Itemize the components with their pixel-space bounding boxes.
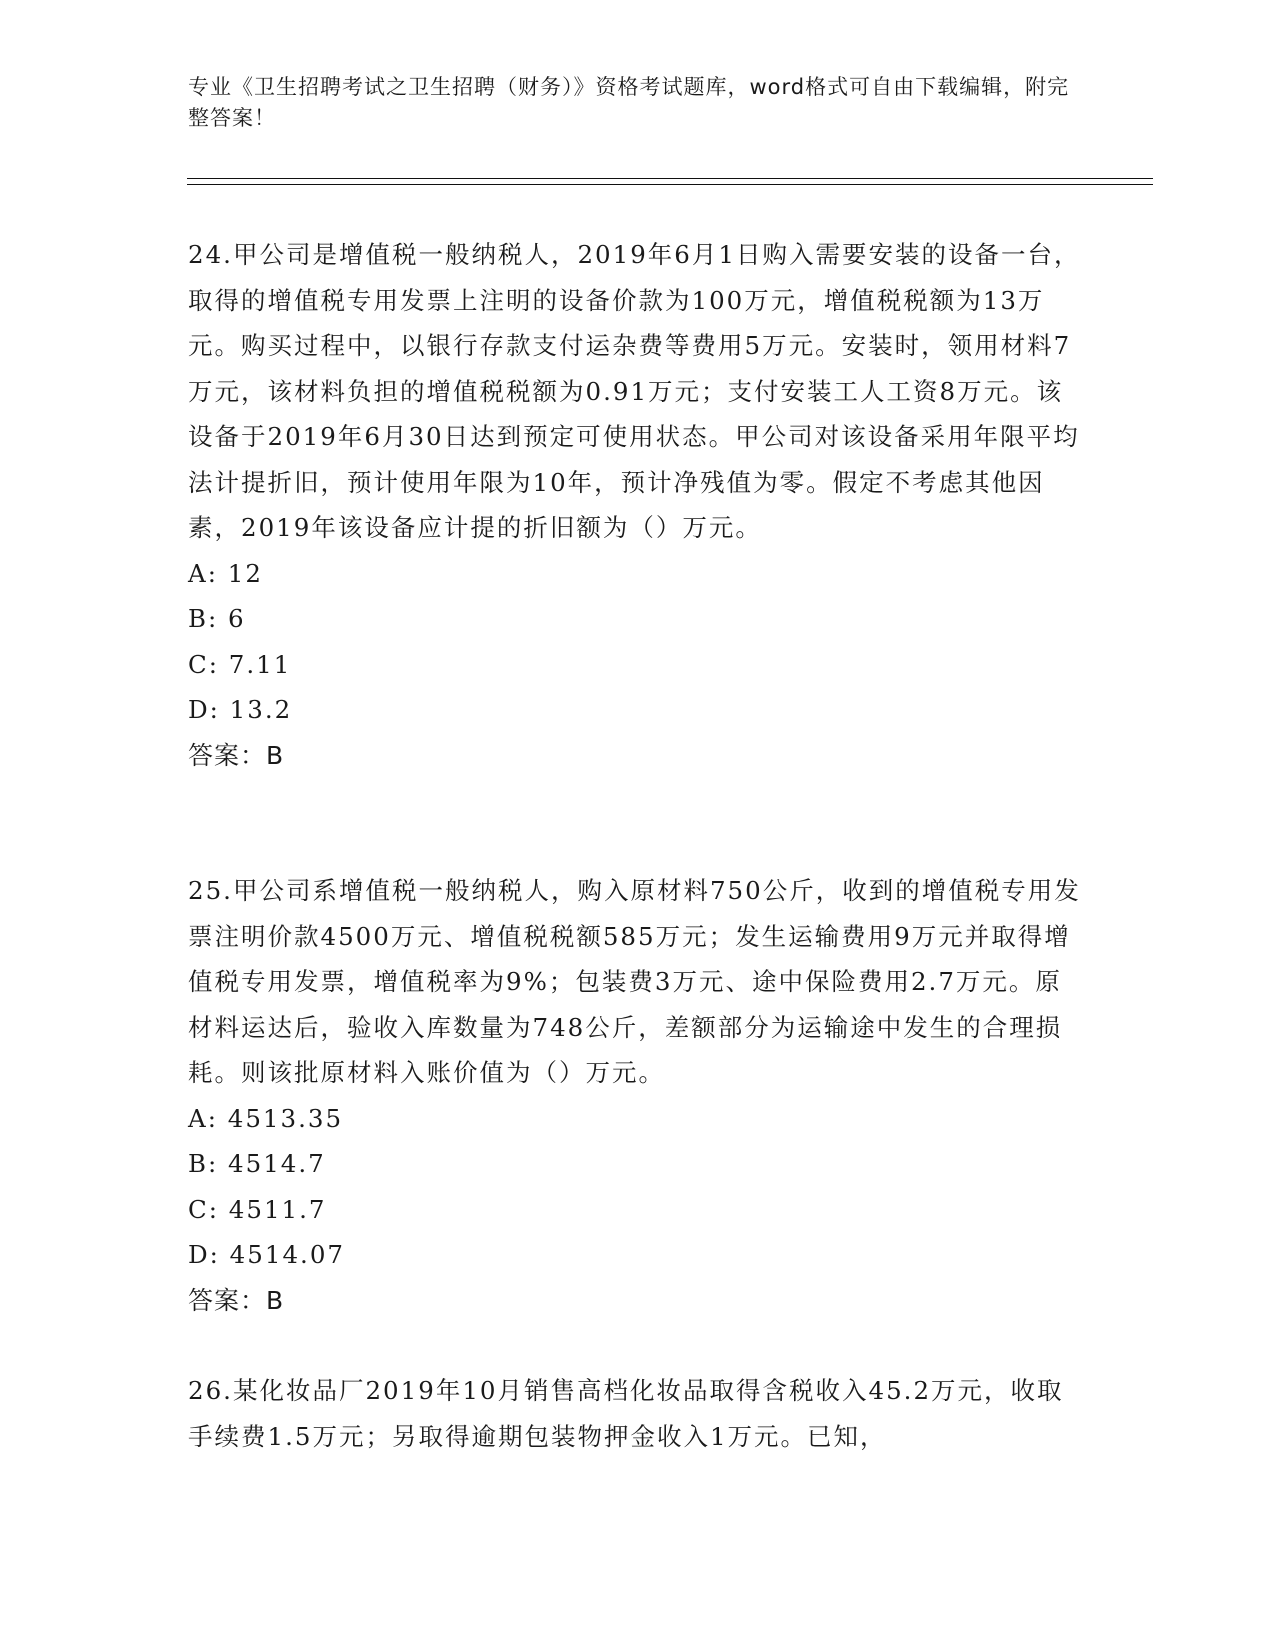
question-24 bbox=[188, 232, 1088, 778]
header-divider bbox=[187, 178, 1153, 185]
option-d: D: 4514.07 bbox=[188, 1240, 345, 1269]
option-d: D: 13.2 bbox=[188, 695, 293, 724]
answer: 答案：B bbox=[188, 1285, 285, 1315]
question-26 bbox=[188, 1368, 1088, 1459]
option-b: B: 4514.7 bbox=[188, 1149, 326, 1178]
option-c: C: 7.11 bbox=[188, 649, 292, 679]
option-c: C: 4511.7 bbox=[188, 1194, 327, 1224]
document-header: 专业《卫生招聘考试之卫生招聘（财务）》资格考试题库，word格式可自由下载编辑，附完整答案！ bbox=[188, 75, 1070, 130]
question-text: 24.甲公司是增值税一般纳税人，2019年6月1日购入需要安装的设备一台，取得的增值税专用发票上注明的设备价款为100万元，增值税税额为13万元。购买过程中，以银行存款支付运杂费等费用5万元。安装时，领用材料7万元，该材料负担的增值税税额为0.91万元；支付安装工人工资8万元。该设备于2019年6月30日达到预定可使用状态。甲公司对该设备采用年限平均法计提折旧，预计使用年限为10年，预计净残值为零。假定不考虑其他因素，2019年该设备应计提的折旧额为（）万元。 bbox=[188, 240, 1081, 542]
question-text: 26.某化妆品厂2019年10月销售高档化妆品取得含税收入45.2万元，收取手续费1.5万元；另取得逾期包装物押金收入1万元。已知， bbox=[188, 1376, 1064, 1451]
answer: 答案：B bbox=[188, 740, 285, 770]
option-b: B: 6 bbox=[188, 604, 246, 633]
question-text: 25.甲公司系增值税一般纳税人，购入原材料750公斤，收到的增值税专用发票注明价款4500万元、增值税税额585万元；发生运输费用9万元并取得增值税专用发票，增值税率为9%；包装费3万元、途中保险费用2.7万元。原材料运达后，验收入库数量为748公斤，差额部分为运输途中发生的合理损耗。则该批原材料入账价值为（）万元。 bbox=[188, 876, 1081, 1087]
option-a: A: 12 bbox=[188, 558, 263, 588]
option-a: A: 4513.35 bbox=[188, 1103, 344, 1133]
question-25 bbox=[188, 868, 1088, 1323]
